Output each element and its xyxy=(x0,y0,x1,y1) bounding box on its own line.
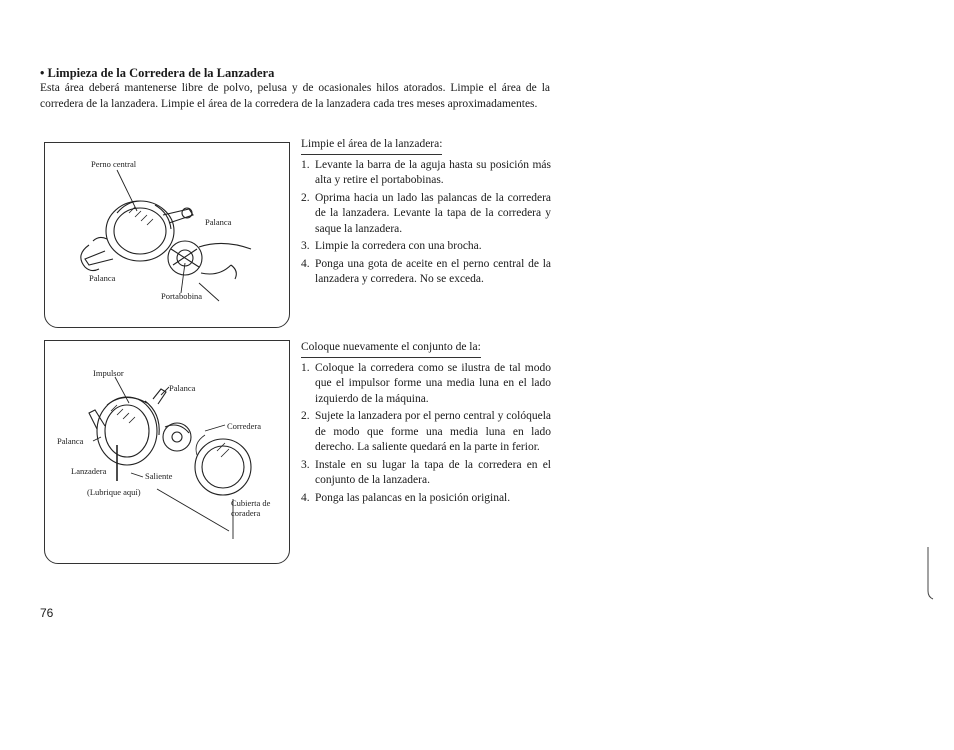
label-lanzadera: Lanzadera xyxy=(71,466,107,476)
shuttle-reassembly-illustration xyxy=(45,341,289,563)
label-cubierta-1: Cubierta de xyxy=(231,498,271,508)
step-number: 4. xyxy=(301,257,310,270)
section1-steps xyxy=(301,158,551,288)
label-palanca-left: Palanca xyxy=(57,436,84,446)
label-corredera: Corredera xyxy=(227,421,261,431)
step-text: Ponga una gota de aceite en el perno central de la lanzadera y corredera. No se exceda. xyxy=(315,257,551,285)
label-portabobina: Portabobina xyxy=(161,291,203,301)
label-saliente: Saliente xyxy=(145,471,173,481)
list-item xyxy=(301,491,551,507)
list-item xyxy=(301,257,551,288)
step-number: 3. xyxy=(301,458,310,471)
page-number: 76 xyxy=(40,606,54,620)
step-number: 3. xyxy=(301,240,310,252)
section2-steps xyxy=(301,361,551,507)
step-text: Ponga las palancas en la posición original. xyxy=(315,491,511,504)
label-cubierta-2: coradera xyxy=(231,508,261,518)
section-heading: • Limpieza de la Corredera de la Lanzadera xyxy=(40,66,275,80)
label-palanca-right: Palanca xyxy=(205,217,232,227)
label-impulsor: Impulsor xyxy=(93,368,124,378)
list-item xyxy=(301,239,551,255)
figure-shuttle-reassembly xyxy=(44,340,290,564)
section1-title: Limpie el área de la lanzadera: xyxy=(301,137,442,155)
list-item xyxy=(301,158,551,189)
step-text: Sujete la lanzadera por el perno central y colóquela de modo que forme una media luna en lado derecho. La saliente quedará en la parte in ferior. xyxy=(315,410,551,453)
list-item xyxy=(301,409,551,456)
step-number: 4. xyxy=(301,491,310,504)
list-item xyxy=(301,191,551,238)
step-text: Coloque la corredera como se ilustra de tal modo que el impulsor forme una media luna en el lado izquierdo de la máquina. xyxy=(315,361,551,405)
step-number: 2. xyxy=(301,410,310,422)
step-number: 2. xyxy=(301,191,310,204)
step-number: 1. xyxy=(301,158,310,171)
step-text: Limpie la corredera con una brocha. xyxy=(315,240,482,252)
label-lubrique-aqui: (Lubrique aquí) xyxy=(87,487,141,497)
label-palanca-left: Palanca xyxy=(89,273,116,283)
reassembly-instructions xyxy=(301,340,551,508)
step-number: 1. xyxy=(301,361,310,374)
section2-title: Coloque nuevamente el conjunto de la: xyxy=(301,340,481,358)
list-item xyxy=(301,361,551,408)
step-text: Instale en su lugar la tapa de la corredera en el conjunto de la lanzadera. xyxy=(315,458,551,486)
figure-shuttle-removal xyxy=(44,142,290,328)
intro-text: Esta área deberá mantenerse libre de polvo, pelusa y de ocasionales hilos atorados. Limpie el área de la corredera de la lanzadera. Limpie el área de la corredera de la lanzadera cada tres meses aproximadamentes. xyxy=(40,82,550,110)
page-edge-mark xyxy=(926,545,936,601)
list-item xyxy=(301,458,551,489)
label-perno-central: Perno central xyxy=(91,159,137,169)
intro-paragraph xyxy=(40,80,550,112)
step-text: Oprima hacia un lado las palancas de la corredera de la lanzadera. Levante la tapa de la corredera y saque la lanzadera. xyxy=(315,191,551,235)
step-text: Levante la barra de la aguja hasta su posición más alta y retire el portabobinas. xyxy=(315,158,551,186)
cleaning-instructions xyxy=(301,137,551,290)
label-palanca-top: Palanca xyxy=(169,383,196,393)
